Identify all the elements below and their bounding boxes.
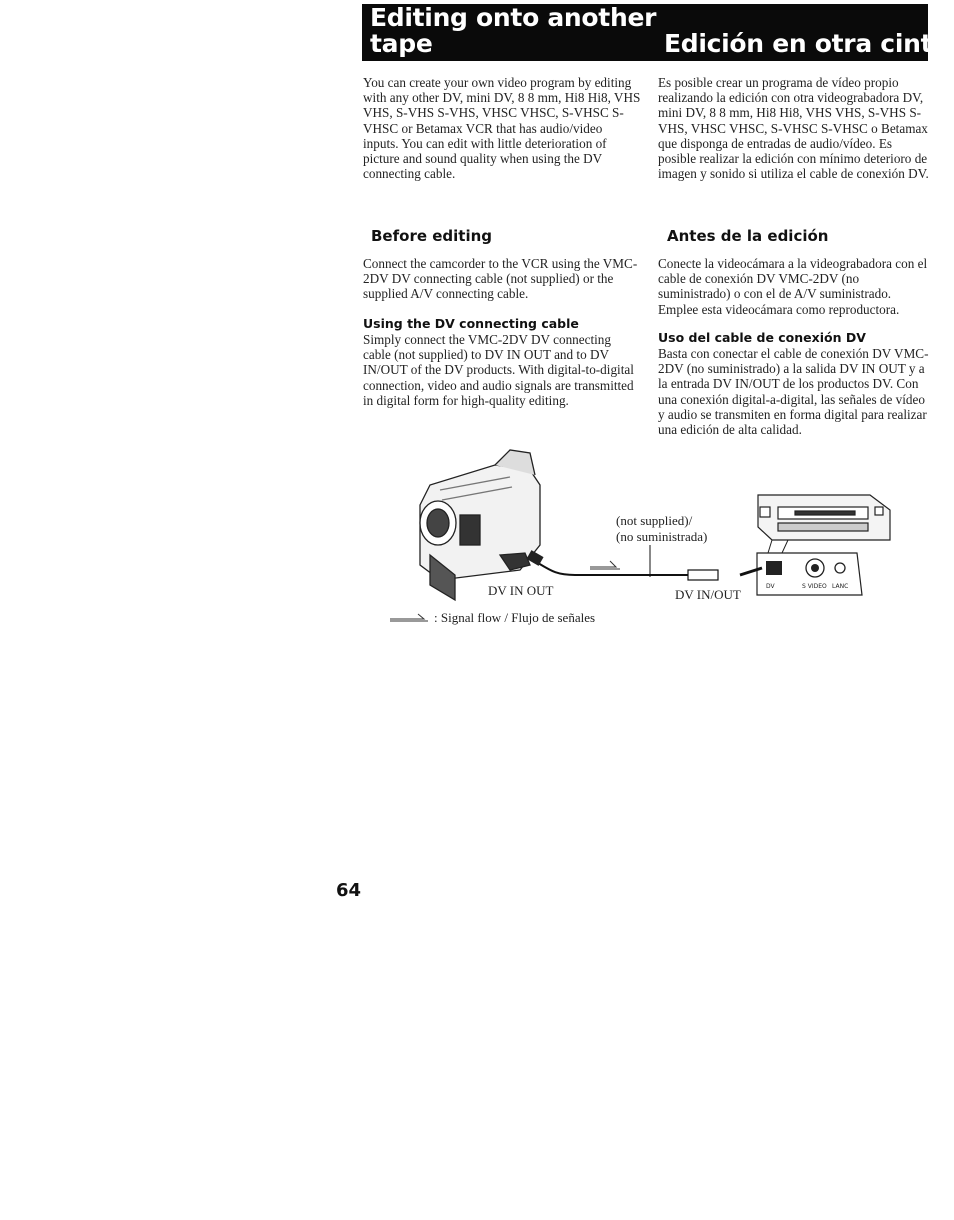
jack-panel bbox=[757, 553, 862, 595]
intro-en: You can create your own video program by editing with any other DV, mini DV, 8 8 mm, Hi8 Hi8, VHS VHS, S-VHS S-VHS, VHSC VHSC, S-VHSC S-VHSC or Betamax VCR that has audio/video inputs. You can edit with little deterioration of picture and sound quality when using the DV connecting cable. bbox=[363, 75, 641, 182]
signal-arrow-icon bbox=[590, 561, 620, 569]
cable-label-en: (not supplied)/ bbox=[616, 513, 693, 528]
before-editing-heading-en: Before editing bbox=[371, 227, 493, 245]
camcorder-illustration bbox=[420, 450, 540, 600]
title-es: Edición en otra cinta bbox=[664, 29, 949, 58]
dv-cable-text-en: Simply connect the VMC-2DV DV connecting cable (not supplied) to DV IN OUT and to DV IN/OUT of the DV products. With digital-to-digital connection, video and audio signals are transmitted in digital form for high-quality editing. bbox=[363, 332, 634, 408]
jack-svideo-label: S VIDEO bbox=[802, 583, 827, 590]
before-editing-text-es: Conecte la videocámara a la videograbadora con el cable de conexión DV VMC-2DV (no suministrado) o con el de A/V suministrado. Emplee esta videocámara como reproductora. bbox=[658, 256, 928, 317]
page-number: 64 bbox=[336, 880, 362, 901]
intro-es: Es posible crear un programa de vídeo propio realizando la edición con otra videograbadora DV, mini DV, 8 8 mm, Hi8 Hi8, VHS VHS, S-VHS S-VHS, VHSC VHSC, S-VHSC S-VHSC o Betamax que disponga de entradas de audio/vídeo. Es posible realizar la edición con mínimo deterioro de imagen y sonido si utiliza el cable de conexión DV. bbox=[658, 75, 929, 182]
cable-plug-right bbox=[688, 570, 718, 580]
dv-cable-text-es: Basta con conectar el cable de conexión DV VMC-2DV (no suministrado) a la salida DV IN OUT y a la entrada DV IN/OUT de los productos DV. Con una conexión digital-a-digital, las señales de vídeo y audio se transmiten en forma digital para realizar una edición de alta calidad. bbox=[658, 346, 929, 438]
jack-lanc-label: LANC bbox=[832, 583, 849, 590]
vcr-port-label: DV IN/OUT bbox=[675, 587, 741, 602]
title-en: Editing onto another tape bbox=[370, 3, 657, 58]
dv-cable-heading-en: Using the DV connecting cable bbox=[363, 316, 579, 331]
signal-flow-icon bbox=[390, 613, 430, 623]
before-editing-text-en: Connect the camcorder to the VCR using the VMC-2DV DV connecting cable (not supplied) or the supplied A/V connecting cable. bbox=[363, 256, 638, 302]
dv-cable-heading-es: Uso del cable de conexión DV bbox=[658, 330, 866, 345]
before-editing-heading-es: Antes de la edición bbox=[667, 227, 829, 245]
vcr-illustration bbox=[758, 495, 890, 540]
jack-dv-label: DV bbox=[766, 583, 775, 590]
signal-flow-text: : Signal flow / Flujo de señales bbox=[434, 610, 596, 625]
signal-flow-legend bbox=[390, 610, 595, 626]
cable-label-es: (no suministrada) bbox=[616, 529, 708, 544]
camcorder-port-label: DV IN OUT bbox=[488, 583, 554, 598]
